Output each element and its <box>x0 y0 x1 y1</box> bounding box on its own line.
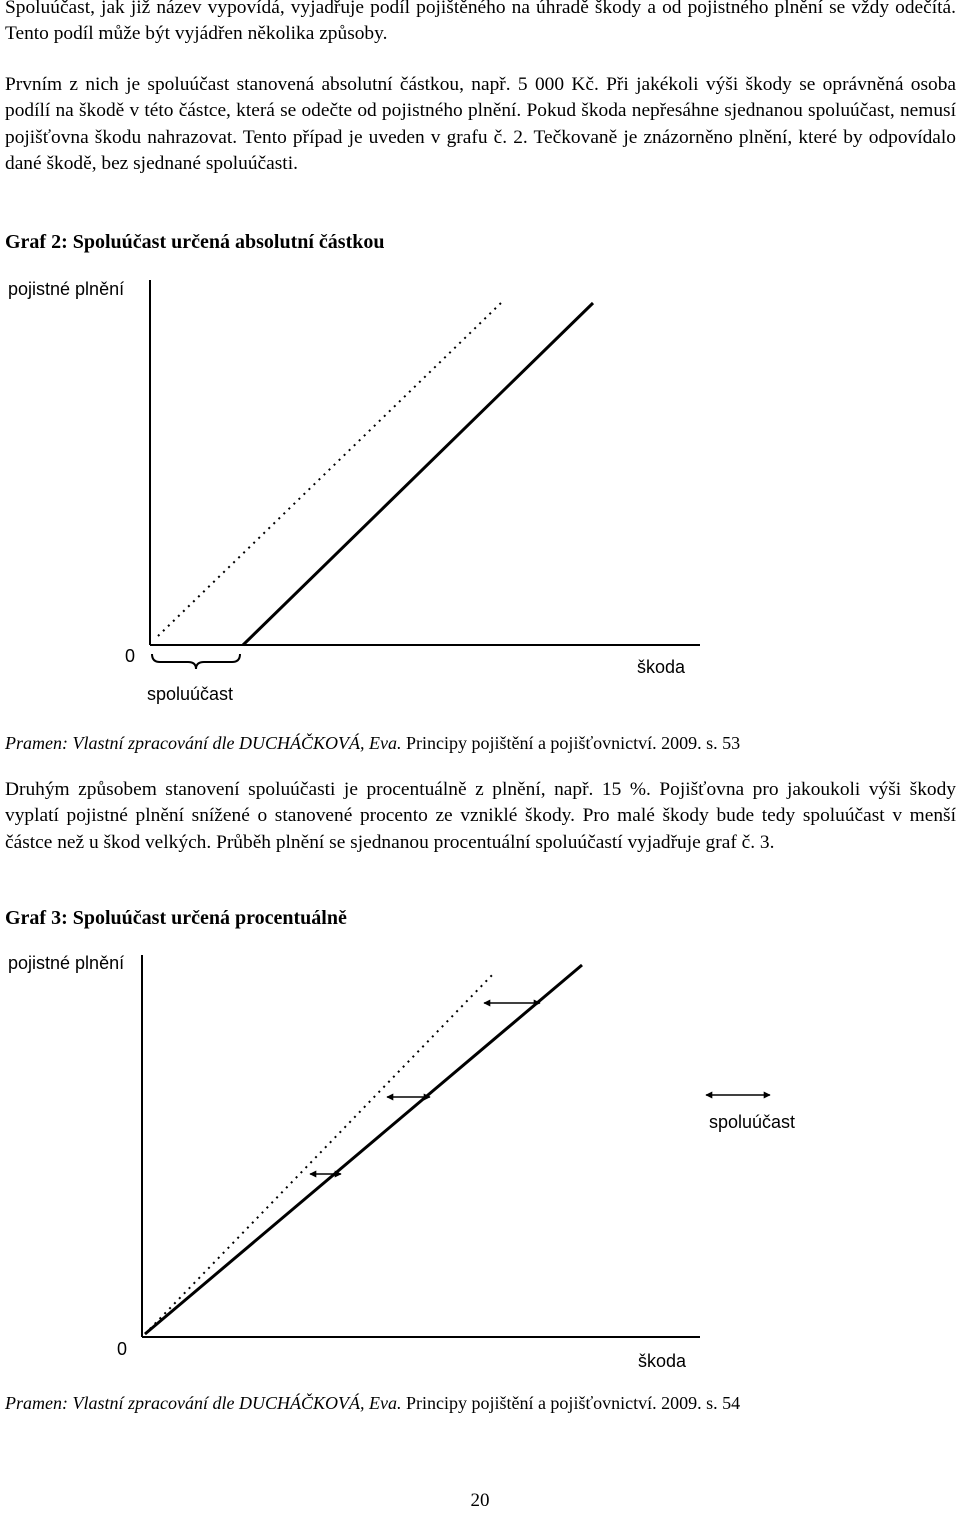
page-number: 20 <box>470 1490 490 1511</box>
graph2-diagram <box>0 270 960 720</box>
graph2-x-axis-label: škoda <box>637 657 686 677</box>
graph3-source <box>5 1392 740 1414</box>
first-method-paragraph: Prvním z nich je spoluúčast stanovená absolutní částkou, např. 5 000 Kč. Při jakékoli výši škody se oprávněná osoba podílí na škodě v této částce, která se odečte od pojistného plnění. Pokud škoda nepřesáhne sjednanou spoluúčast, nemusí pojišťovna škodu nahrazovat. Tento případ je uveden v grafu č. 2. Tečkovaně je znázorněno plnění, které by odpovídalo dané škodě, bez sjednané spoluúčasti. <box>5 74 956 175</box>
graph3-origin-label: 0 <box>117 1339 128 1359</box>
graph2-source <box>5 732 740 754</box>
graph2-source-author: Pramen: Vlastní zpracování dle DUCHÁČKOVÁ, Eva. <box>5 733 402 753</box>
graph3-dotted-line-without-deductible <box>145 972 495 1334</box>
graph3-source-title: Principy pojištění a pojišťovnictví. 2009. s. 54 <box>401 1393 741 1413</box>
graph3-diagram <box>0 945 960 1375</box>
graph2-heading: Graf 2: Spoluúčast určená absolutní částkou <box>5 231 385 253</box>
graph3-legend-label: spoluúčast <box>709 1112 796 1132</box>
graph2-brace-label: spoluúčast <box>147 684 234 704</box>
graph2-origin-label: 0 <box>125 646 136 666</box>
graph3-source-author: Pramen: Vlastní zpracování dle DUCHÁČKOVÁ, Eva. <box>5 1393 402 1413</box>
graph3-insurance-payout-line <box>145 965 582 1334</box>
graph2-source-title: Principy pojištění a pojišťovnictví. 2009. s. 53 <box>401 733 741 753</box>
graph3-x-axis-label: škoda <box>638 1351 687 1371</box>
graph2-y-axis-label: pojistné plnění <box>8 279 125 299</box>
graph3-y-axis-label: pojistné plnění <box>8 953 125 973</box>
graph2-insurance-payout-line <box>243 303 593 645</box>
graph3-heading: Graf 3: Spoluúčast určená procentuálně <box>5 907 347 929</box>
graph2-dotted-line-without-deductible <box>158 302 502 636</box>
graph2-deductible-brace <box>152 654 240 669</box>
second-method-paragraph: Druhým způsobem stanovení spoluúčasti je procentuálně z plnění, např. 15 %. Pojišťovna pro jakoukoli výši škody vyplatí pojistné plnění snížené o stanovené procento ze vzniklé škody. Pro malé škody bude tedy spoluúčast v menší částce než u škod velkých. Průběh plnění se sjednanou procentuální spoluúčastí vyjadřuje graf č. 3. <box>5 779 956 853</box>
intro-paragraph: Spoluúčast, jak již název vypovídá, vyjadřuje podíl pojištěného na úhradě škody a od pojistného plnění se vždy odečítá. Tento podíl může být vyjádřen několika způsoby. <box>5 0 956 45</box>
